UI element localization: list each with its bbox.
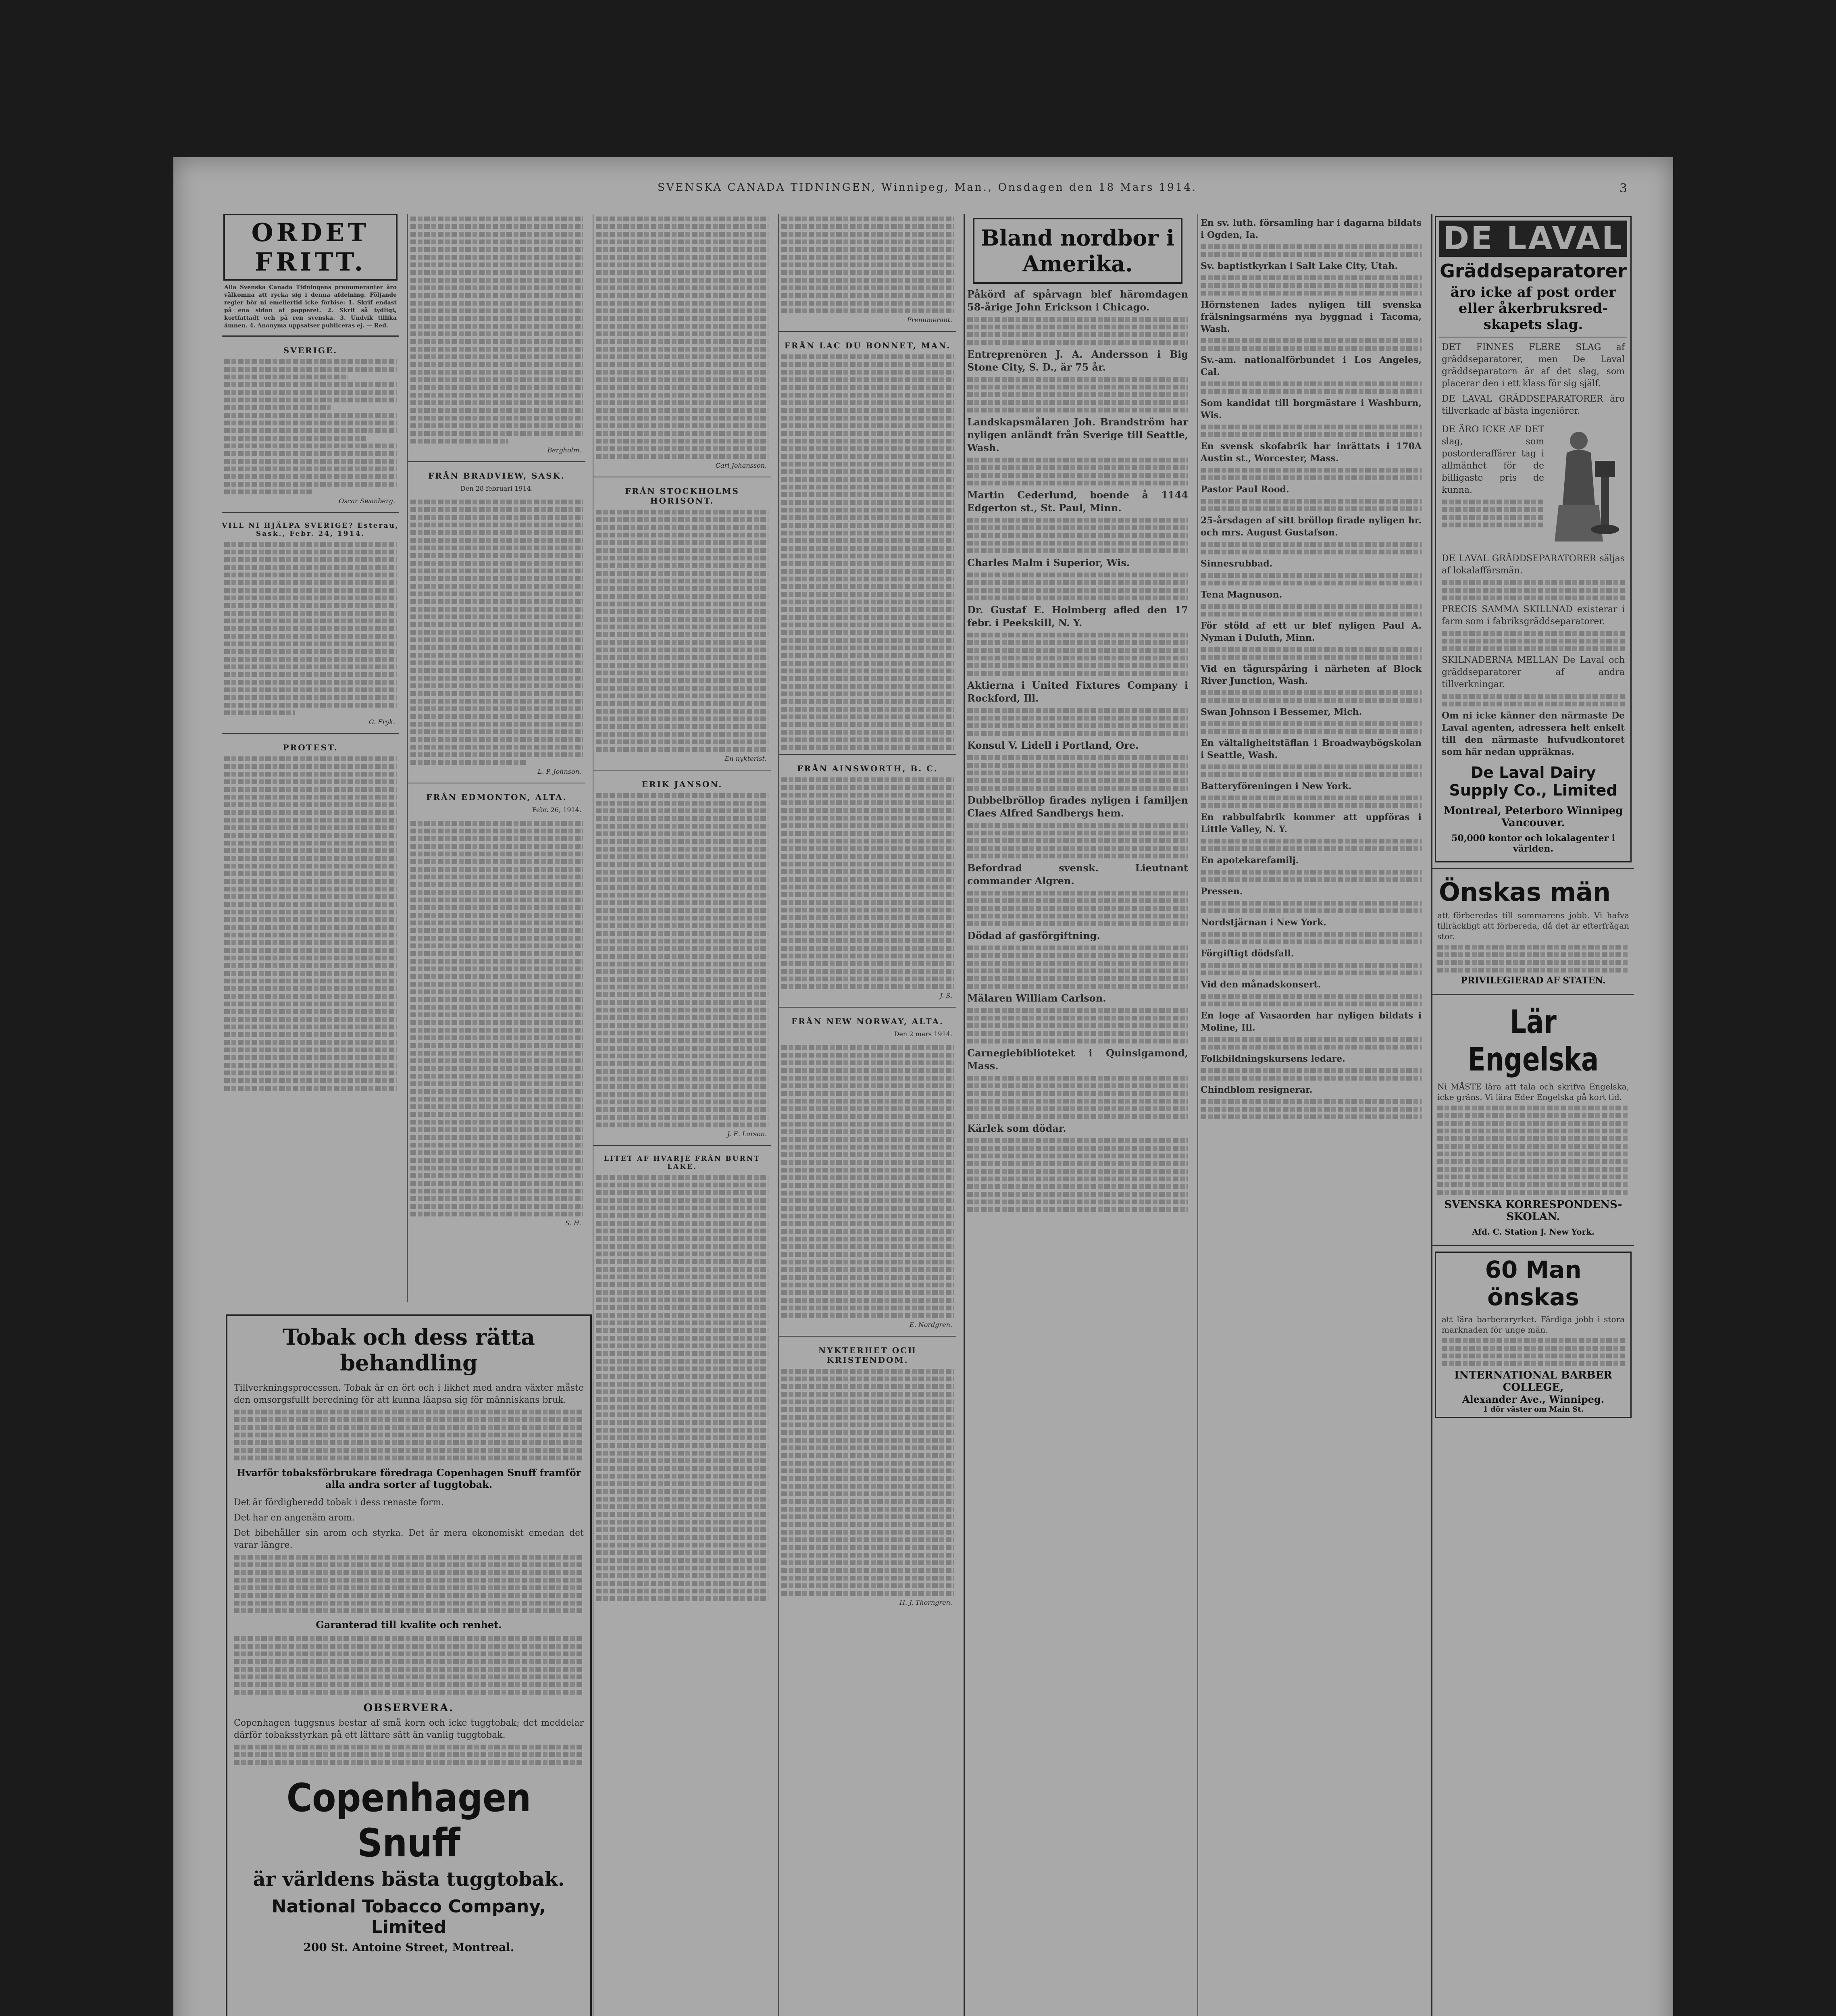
ad-tobak-address: 200 St. Antoine Street, Montreal. — [303, 1941, 514, 1954]
article-heading: FRÅN BRADVIEW, SASK. — [428, 471, 565, 481]
article-date: Den 2 mars 1914. — [894, 1030, 952, 1038]
ad-engelska-title: Lär Engelska — [1468, 1003, 1599, 1078]
news-item: Swan Johnson i Bessemer, Mich. — [1201, 707, 1362, 717]
news-item: En svensk skofabrik har inrättats i 170A Austin st., Worcester, Mass. — [1201, 441, 1422, 464]
news-item: En apotekarefamilj. — [1201, 855, 1299, 866]
news-item: Landskapsmålaren Joh. Brandström har nyligen anländt från Sverige till Seattle, Wash. — [967, 416, 1188, 454]
news-item: Entreprenören J. A. Andersson i Big Stone City, S. D., är 75 år. — [967, 348, 1188, 373]
article-heading: FRÅN LAC DU BONNET, MAN. — [784, 341, 951, 350]
article-heading: NYKTERHET OCH KRISTENDOM. — [818, 1345, 917, 1365]
ad-engelska-address: Afd. C. Station J. New York. — [1472, 1227, 1595, 1237]
news-item: Folkbildningskursens ledare. — [1201, 1054, 1345, 1064]
ad-tobak-lead: Tillverkningsprocessen. Tobak är en ört och i likhet med andra växter måste den omsorgsfullt beredning för att kunna läapsa sig för människans bruk. — [234, 1383, 584, 1405]
ad-60man-title: 60 Man önskas — [1485, 1256, 1582, 1311]
news-item: Dubbelbröllop firades nyligen i familjen Claes Alfred Sandbergs hem. — [967, 794, 1188, 819]
news-item: Befordrad svensk. Lieutnant commander Algren. — [967, 862, 1188, 887]
woman-separator-icon — [1551, 425, 1623, 546]
ad-laval-para: SKILNADERNA MELLAN De Laval och gräddseparatorer af andra tillverkningar. — [1442, 655, 1625, 689]
article-heading: VILL NI HJÄLPA SVERIGE? Esterau, Sask., Febr. 24, 1914. — [222, 522, 399, 538]
article-date: Febr. 26, 1914. — [532, 806, 581, 814]
ad-60man-address: Alexander Ave., Winnipeg. — [1462, 1393, 1605, 1405]
page-number: 3 — [1619, 181, 1629, 196]
ad-onskas-footer: PRIVILEGIERAD AF STATEN. — [1461, 975, 1606, 986]
article-signature: G. Fryk. — [369, 718, 395, 726]
article-signature: L. P. Johnson. — [537, 768, 581, 775]
ad-laval-para: DET FINNES FLERE SLAG af gräddseparatorer, men De Laval gräddseparatorn är af det slag, som placerar den i ett klass för sig själf. — [1442, 342, 1625, 389]
news-item: Pressen. — [1201, 886, 1243, 897]
news-item: Batteryföreningen i New York. — [1201, 781, 1352, 791]
column-2 — [407, 214, 585, 1302]
ad-laval-company: De Laval Dairy Supply Co., Limited — [1449, 764, 1617, 799]
ad-tobak-company: National Tobacco Company, Limited — [271, 1896, 546, 1937]
news-item: Dr. Gustaf E. Holmberg afled den 17 febr. i Peekskill, N. Y. — [967, 604, 1188, 629]
news-item: Chindblom resignerar. — [1201, 1085, 1313, 1095]
article-signature: E. Nordgren. — [909, 1321, 952, 1329]
news-item: Charles Malm i Superior, Wis. — [967, 557, 1130, 569]
news-item: Som kandidat till borgmästare i Washburn, Wis. — [1201, 398, 1422, 421]
article-date: Den 28 februari 1914. — [460, 485, 533, 492]
separator-illustration — [1551, 425, 1623, 546]
news-item: Dödad af gasförgiftning. — [967, 930, 1100, 941]
ad-tobak-guarantee: Garanterad till kvalite och renhet. — [316, 1619, 502, 1631]
ad-laval-para: DE LAVAL GRÄDDSEPARATORER äro tillverkade af bästa ingeniörer. — [1442, 394, 1625, 416]
column-ads — [1431, 214, 1634, 2016]
ad-laval-para: PRECIS SAMMA SKILLNAD existerar i farm som i fabriksgräddseparatorer. — [1442, 604, 1625, 627]
news-item: Sv. baptistkyrkan i Salt Lake City, Utah. — [1201, 261, 1398, 271]
news-item: Konsul V. Lidell i Portland, Ore. — [967, 739, 1139, 751]
news-item: Förgiftigt dödsfall. — [1201, 948, 1294, 959]
news-item: Sinnesrubbad. — [1201, 558, 1273, 569]
ad-60man-note: 1 dör väster om Main St. — [1483, 1405, 1584, 1414]
ad-onskas-title: Önskas män — [1439, 877, 1611, 907]
ad-onskas-man — [1432, 875, 1634, 988]
news-item: Vid en tågurspåring i närheten af Block River Junction, Wash. — [1201, 664, 1422, 686]
news-item: Hörnstenen lades nyligen till svenska frälsningsarméns nya byggnad i Tacoma, Wash. — [1201, 300, 1422, 334]
ad-laval-sub2: äro icke af post order eller åkerbruksred-skapets slag. — [1450, 284, 1616, 333]
news-item: För stöld af ett ur blef nyligen Paul A. Nyman i Duluth, Minn. — [1201, 621, 1422, 643]
ad-60man-college: INTERNATIONAL BARBER COLLEGE, — [1454, 1369, 1612, 1393]
article-heading: ERIK JANSON. — [641, 779, 723, 789]
article-heading: PROTEST. — [283, 743, 338, 752]
news-item: 25-årsdagen af sitt bröllop firade nyligen hr. och mrs. August Gustafson. — [1201, 515, 1422, 538]
article-heading: FRÅN NEW NORWAY, ALTA. — [791, 1016, 944, 1026]
article-signature: En nykterist. — [724, 755, 767, 762]
article-heading: FRÅN EDMONTON, ALTA. — [426, 792, 567, 802]
article-signature: J. S. — [940, 992, 952, 1000]
section-title: ORDET FRITT. — [251, 218, 370, 277]
ad-tobak-point: Det har en angenäm arom. — [234, 1513, 355, 1523]
news-item: Martin Cederlund, boende å 1144 Edgerton st., St. Paul, Minn. — [967, 489, 1188, 514]
news-item: Carnegiebiblioteket i Quinsigamond, Mass. — [967, 1047, 1188, 1072]
column-4 — [778, 214, 956, 2016]
ad-laval-para: Om ni icke känner den närmaste De Laval agenten, adressera helt enkelt till den närmaste hufvudkontoret som här nedan uppräknas. — [1442, 710, 1625, 757]
column-6 — [1197, 214, 1424, 2016]
article-heading: SVERIGE. — [283, 346, 338, 355]
news-item: Mälaren William Carlson. — [967, 992, 1106, 1004]
news-item: En sv. luth. församling har i dagarna bildats i Ogden, Ia. — [1201, 218, 1422, 240]
news-item: Påkörd af spårvagn blef häromdagen 58-årige John Erickson i Chicago. — [967, 288, 1188, 313]
news-item: En loge af Vasaorden har nyligen bildats i Moline, Ill. — [1201, 1010, 1422, 1033]
ad-lar-engelska — [1432, 1001, 1634, 1239]
ad-laval-para: DE LAVAL GRÄDDSEPARATORER säljas af lokalaffärsmän. — [1442, 554, 1625, 576]
article-signature: Prenumerant. — [907, 316, 952, 324]
news-item: En rabbulfabrik kommer att uppföras i Little Valley, N. Y. — [1201, 812, 1422, 835]
ad-tobak-claim: Hvarför tobaksförbrukare föredraga Copenhagen Snuff framför alla andra sorter af tuggtobak. — [236, 1467, 581, 1490]
ad-laval-para: DE ÄRO ICKE AF DET slag, som postorderaffärer tag i allmänhet för de billigaste pris de kunna. — [1442, 425, 1544, 495]
news-item: Aktierna i United Fixtures Company i Rockford, Ill. — [967, 679, 1188, 704]
running-title: SVENSKA CANADA TIDNINGEN, Winnipeg, Man., Onsdagen den 18 Mars 1914. — [657, 181, 1197, 194]
ad-tobak-point: Det bibehåller sin arom och styrka. Det är mera ekonomiskt emedan det varar längre. — [234, 1528, 584, 1550]
newspaper-page — [173, 157, 1673, 2016]
ad-tobak — [226, 1314, 592, 2016]
news-item: Tena Magnuson. — [1201, 589, 1282, 600]
ad-engelska-body: Ni MÅSTE lära att tala och skrifva Engelska, icke gräns. Vi lära Eder Engelska på kort tid. — [1437, 1082, 1629, 1102]
ad-laval-cities: Montreal, Peterboro Winnipeg Vancouver. — [1443, 805, 1623, 829]
ad-engelska-school: SVENSKA KORRESPONDENS-SKOLAN. — [1444, 1199, 1622, 1223]
news-item: En vältaligheitstäflan i Broadwaybögskolan i Seattle, Wash. — [1201, 738, 1422, 760]
article-signature: Oscar Swanberg. — [339, 497, 395, 505]
ad-tobak-observera-text: Copenhagen tuggsnus bestar af små korn och icke tuggtobak; det meddelar därför tobaksstyrkan på ett lättare sätt än vanlig tuggtobak. — [234, 1718, 584, 1740]
section-title: Bland nordbor i Amerika. — [981, 225, 1174, 277]
ad-laval-footer: 50,000 kontor och lokalagenter i världen. — [1451, 833, 1615, 854]
column-ordet-fritt — [222, 214, 399, 1302]
news-item: Sv.-am. nationalförbundet i Los Angeles, Cal. — [1201, 355, 1422, 377]
ad-60-man — [1435, 1252, 1632, 1418]
column-3 — [593, 214, 771, 2016]
news-item: Vid den månadskonsert. — [1201, 979, 1321, 990]
ad-onskas-body: att förberedas till sommarens jobb. Vi hafva tillräckligt att förbereda, då det är efterfrågan stor. — [1437, 910, 1629, 941]
article-heading: FRÅN STOCKHOLMS HORISONT. — [625, 486, 739, 506]
ad-tobak-title: Tobak och dess rätta behandling — [283, 1324, 535, 1376]
article-signature: H. J. Thorngren. — [899, 1599, 952, 1606]
ad-tobak-tagline: är världens bästa tuggtobak. — [253, 1868, 565, 1891]
article-heading: FRÅN AINSWORTH, B. C. — [797, 764, 938, 773]
ad-60man-body: att lära barberaryrket. Färdiga jobb i stora marknaden för unge män. — [1442, 1314, 1625, 1335]
running-header — [222, 181, 1633, 206]
ad-tobak-brand: Copenhagen Snuff — [286, 1775, 531, 1866]
ad-laval-sub1: Gräddseparatorer — [1440, 260, 1627, 282]
article-signature: Carl Johansson. — [715, 462, 767, 469]
news-item: Kärlek som dödar. — [967, 1123, 1066, 1134]
ad-tobak-observera: OBSERVERA. — [363, 1702, 454, 1714]
article-signature: Bergholm. — [547, 446, 581, 454]
article-heading: LITET AF HVARJE FRÅN BURNT LAKE. — [604, 1155, 760, 1171]
column-bland-nordbor — [964, 214, 1191, 2016]
article-signature: J. E. Larson. — [727, 1130, 767, 1138]
ad-laval-title: DE LAVAL — [1439, 221, 1627, 257]
news-item: Nordstjärnan i New York. — [1201, 917, 1326, 928]
ad-de-laval — [1435, 216, 1632, 862]
section-intro: Alla Svenska Canada Tidningens prenumeranter äro välkomna att rycka sig i denna afdelning. Följande regler bör ni emellertid icke förbise: 1. Skrif endast på ena sidan af papperet. 2. Skrif så tydligt, kortfattadt och på ren svenska. 3. Undvik tillika ämnen. 4. Anonyma uppsatser publiceras ej. — Red. — [224, 284, 397, 329]
ad-tobak-point: Det är fördigberedd tobak i dess renaste form. — [234, 1497, 444, 1508]
news-item: Pastor Paul Rood. — [1201, 484, 1289, 495]
article-signature: S. H. — [565, 1219, 581, 1227]
